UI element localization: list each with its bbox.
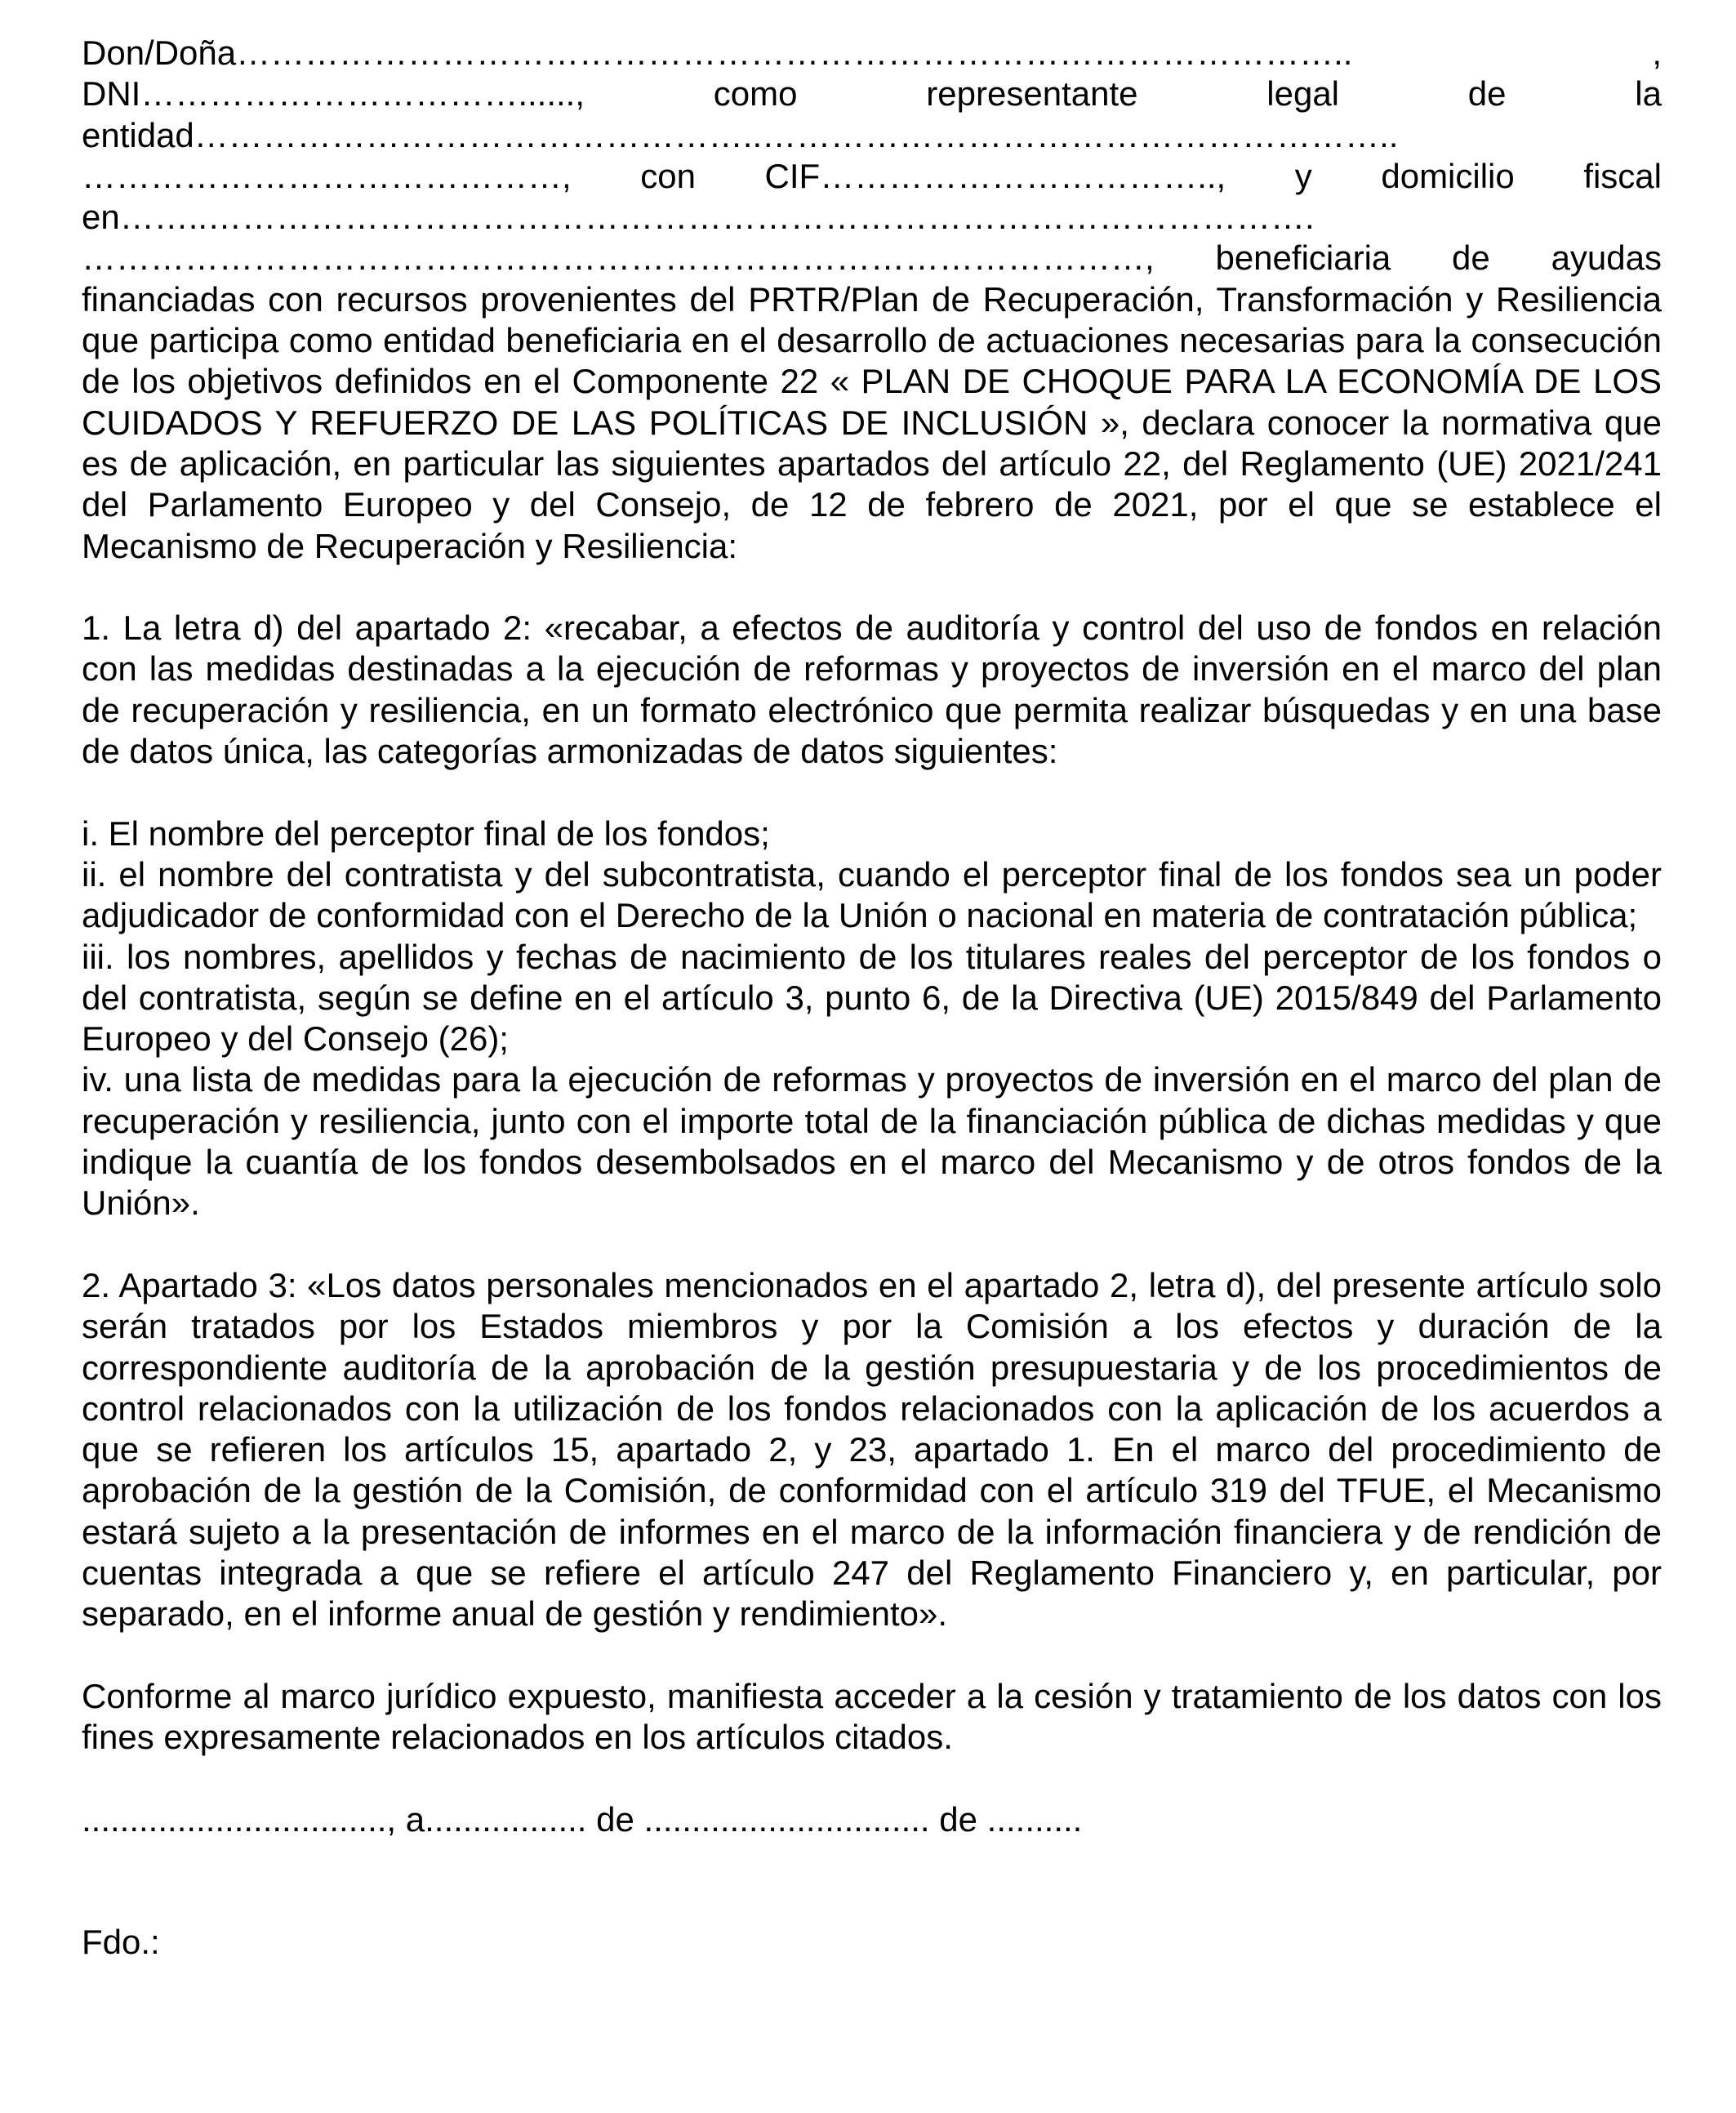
name-line: Don/Doña…………………………………………………………………………………….. , (82, 33, 1662, 72)
spacer (82, 1840, 1662, 1922)
spacer (82, 567, 1662, 608)
section-1-intro: 1. La letra d) del apartado 2: «recabar, a efectos de auditoría y control del uso de fondos en relación con las medidas destinadas a la ejecución de reformas y proyectos de inversión en el marco del plan de recuperación y resiliencia, en un formato electrónico que permita realizar búsquedas y en una base de datos única, las categorías armonizadas de datos siguientes: (82, 608, 1662, 771)
spacer (82, 1635, 1662, 1676)
header-paragraph: financiadas con recursos provenientes del PRTR/Plan de Recuperación, Transformación y Resiliencia que participa como entidad beneficiaria en el desarrollo de actuaciones necesarias para la consecución de los objetivos definidos en el Componente 22 « PLAN DE CHOQUE PARA LA ECONOMÍA DE LOS CUIDADOS Y REFUERZO DE LAS POLÍTICAS DE INCLUSIÓN », declara conocer la normativa que es de aplicación, en particular las siguientes apartados del artículo 22, del Reglamento (UE) 2021/241 del Parlamento Europeo y del Consejo, de 12 de febrero de 2021, por el que se establece el Mecanismo de Recuperación y Resiliencia: (82, 279, 1662, 565)
list-item: iv. una lista de medidas para la ejecución de reformas y proyectos de inversión en el marco del plan de recuperación y resiliencia, junto con el importe total de la financiación pública de dichas medidas y que indique la cuantía de los fondos desembolsados en el marco del Mecanismo y de otros fondos de la Unión». (82, 1060, 1662, 1223)
list-item: ii. el nombre del contratista y del subcontratista, cuando el perceptor final de los fondos sea un poder adjudicador de conformidad con el Derecho de la Unión o nacional en materia de contratación pública; (82, 854, 1662, 935)
declaration-document (82, 33, 1662, 1963)
list-item: i. El nombre del perceptor final de los fondos; (82, 814, 770, 853)
cif-line: ……………………………………, con CIF…………………………….., y domicilio fiscal (82, 156, 1662, 195)
beneficiary-line: …………………………………………………………………………………, beneficiaria de ayudas (82, 238, 1662, 278)
conclusion-text: Conforme al marco jurídico expuesto, manifiesta acceder a la cesión y tratamiento de los datos con los fines expresamente relacionados en los artículos citados. (82, 1676, 1662, 1757)
spacer (82, 1758, 1662, 1799)
list-item: iii. los nombres, apellidos y fechas de nacimiento de los titulares reales del perceptor de los fondos o del contratista, según se define en el artículo 3, punto 6, de la Directiva (UE) 2015/849 del Parlamento Europeo y del Consejo (26); (82, 937, 1662, 1059)
signature-label: Fdo.: (82, 1923, 160, 1962)
dni-line: DNI……………………………......, como representante legal de la (82, 74, 1662, 114)
header-block (82, 33, 1662, 567)
entity-line: entidad…………………………………………..……………………………………………….. (82, 115, 1399, 154)
data-categories-list (82, 814, 1662, 1224)
fiscal-address-line: en……..……………………………………………………………………………………. (82, 198, 1315, 237)
spacer (82, 772, 1662, 813)
spacer (82, 1224, 1662, 1265)
place-date-line: ................................, a................. de .............................. de .......... (82, 1799, 1083, 1839)
section-2-text: 2. Apartado 3: «Los datos personales mencionados en el apartado 2, letra d), del presente artículo solo serán tratados por los Estados miembros y por la Comisión a los efectos y duración de la correspondiente auditoría de la aprobación de la gestión presupuestaria y de los procedimientos de control relacionados con la utilización de los fondos relacionados con la aplicación de los acuerdos a que se refieren los artículos 15, apartado 2, y 23, apartado 1. En el marco del procedimiento de aprobación de la gestión de la Comisión, de conformidad con el artículo 319 del TFUE, el Mecanismo estará sujeto a la presentación de informes en el marco de la información financiera y de rendición de cuentas integrada a que se refiere el artículo 247 del Reglamento Financiero y, en particular, por separado, en el informe anual de gestión y rendimiento». (82, 1265, 1662, 1634)
